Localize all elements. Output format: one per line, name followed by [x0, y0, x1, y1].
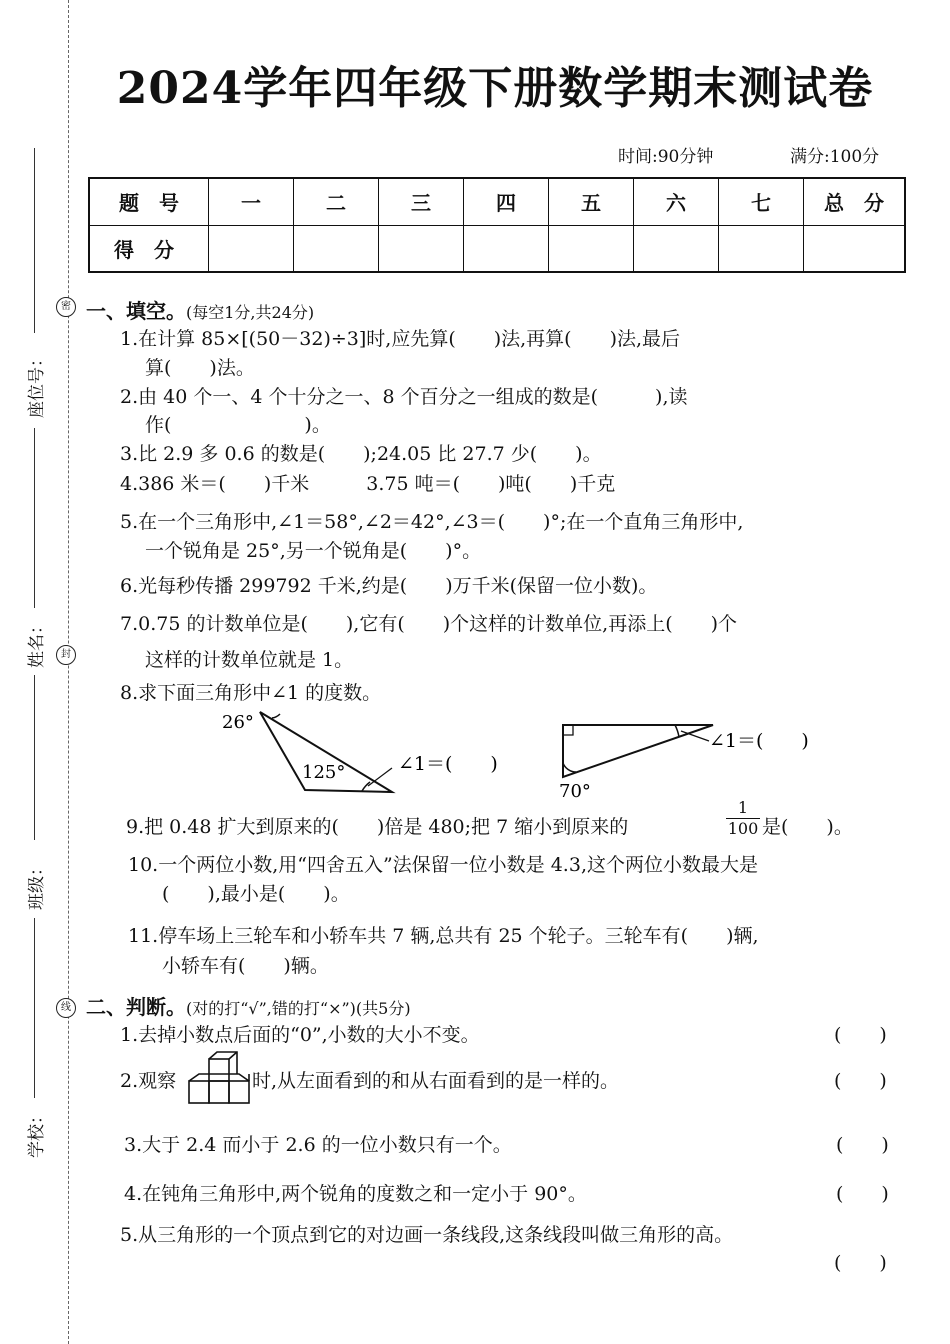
header-cell: 一 — [209, 178, 294, 225]
judge-4: 4.在钝角三角形中,两个锐角的度数之和一定小于 90°。 — [124, 1183, 587, 1205]
class-fill-line — [34, 675, 35, 840]
angle-1-pointer — [368, 768, 392, 786]
question-1-line2: 算( )法。 — [145, 357, 255, 379]
name-label: 姓名： — [27, 617, 47, 668]
score-cell[interactable] — [804, 225, 906, 272]
judge-2-part1: 2.观察 — [120, 1070, 177, 1092]
question-5-line2: 一个锐角是 25°,另一个锐角是( )°。 — [145, 540, 482, 562]
question-8: 8.求下面三角形中∠1 的度数。 — [120, 682, 382, 704]
seal-xian: 线 — [56, 998, 76, 1018]
score-cell[interactable] — [294, 225, 379, 272]
judge-2-answer[interactable]: ( ) — [834, 1070, 887, 1092]
header-cell: 总 分 — [804, 178, 906, 225]
triangle-figure-1 — [210, 700, 530, 800]
judge-4-answer[interactable]: ( ) — [836, 1183, 889, 1205]
question-10-line1: 10.一个两位小数,用“四舍五入”法保留一位小数是 4.3,这个两位小数最大是 — [128, 854, 758, 876]
score-cell[interactable] — [634, 225, 719, 272]
question-2-line1: 2.由 40 个一、4 个十分之一、8 个百分之一组成的数是( ),读 — [120, 386, 688, 408]
tri1-answer: ∠1＝( ) — [398, 753, 498, 775]
class-label: 班级： — [27, 859, 47, 910]
header-cell: 五 — [549, 178, 634, 225]
binding-dashed-line — [68, 0, 69, 1344]
question-6: 6.光每秒传播 299792 千米,约是( )万千米(保留一位小数)。 — [120, 575, 658, 597]
tri2-bottom-angle: 70° — [559, 781, 591, 802]
judge-2-part2: 时,从左面看到的和从右面看到的是一样的。 — [252, 1070, 620, 1092]
judge-3-answer[interactable]: ( ) — [836, 1134, 889, 1156]
judge-5: 5.从三角形的一个顶点到它的对边画一条线段,这条线段叫做三角形的高。 — [120, 1224, 734, 1246]
score-row-label: 得 分 — [89, 225, 209, 272]
angle-70-arc — [563, 763, 576, 772]
question-5-line1: 5.在一个三角形中,∠1＝58°,∠2＝42°,∠3＝( )°;在一个直角三角形中, — [120, 511, 744, 533]
header-cell: 七 — [719, 178, 804, 225]
question-7-line1: 7.0.75 的计数单位是( ),它有( )个这样的计数单位,再添上( )个 — [120, 613, 738, 635]
section2-title: 二、判断。 — [86, 995, 186, 1019]
score-cell[interactable] — [379, 225, 464, 272]
judge-5-answer[interactable]: ( ) — [834, 1252, 887, 1274]
question-4: 4.386 米＝( )千米 3.75 吨＝( )吨( )千克 — [120, 473, 616, 495]
question-2-line2: 作( )。 — [145, 414, 331, 436]
question-11-line1: 11.停车场上三轮车和小轿车共 7 辆,总共有 25 个轮子。三轮车有( )辆, — [128, 925, 759, 947]
triangle-figure-2 — [545, 715, 865, 805]
header-cell: 六 — [634, 178, 719, 225]
angle-arc-top — [272, 714, 280, 718]
angle-1-arc-2 — [675, 725, 679, 737]
score-cell[interactable] — [209, 225, 294, 272]
score-cell[interactable] — [549, 225, 634, 272]
section2-note: (对的打“√”,错的打“×”)(共5分) — [186, 999, 411, 1018]
judge-3: 3.大于 2.4 而小于 2.6 的一位小数只有一个。 — [124, 1134, 512, 1156]
seat-line — [34, 148, 35, 333]
question-9-part1: 9.把 0.48 扩大到原来的( )倍是 480;把 7 缩小到原来的 — [126, 816, 629, 838]
school-label: 学校： — [27, 1107, 47, 1158]
header-cell: 三 — [379, 178, 464, 225]
question-1-line1: 1.在计算 85×[(50－32)÷3]时,应先算( )法,再算( )法,最后 — [120, 328, 681, 350]
tri2-answer: ∠1＝( ) — [709, 730, 809, 752]
section1-heading — [86, 295, 314, 324]
page-title: 2024学年四年级下册数学期末测试卷 — [116, 63, 874, 114]
fraction-denominator: 100 — [727, 819, 759, 838]
cube-figure — [186, 1047, 252, 1109]
question-7-line2: 这样的计数单位就是 1。 — [145, 649, 354, 671]
score-table-header-row — [89, 178, 905, 225]
question-3: 3.比 2.9 多 0.6 的数是( );24.05 比 27.7 少( )。 — [120, 443, 602, 465]
triangle-2-shape — [563, 725, 713, 777]
exam-time: 时间:90分钟 — [618, 147, 714, 167]
seat-label: 座位号： — [27, 350, 47, 418]
tri1-mid-angle: 125° — [302, 762, 346, 783]
judge-1: 1.去掉小数点后面的“0”,小数的大小不变。 — [120, 1024, 480, 1046]
score-cell[interactable] — [464, 225, 549, 272]
section1-title: 一、填空。 — [86, 299, 186, 323]
school-fill-line — [34, 918, 35, 1098]
angle-1-pointer-2 — [681, 731, 709, 741]
angle-1-arc — [362, 782, 370, 791]
question-11-line2: 小轿车有( )辆。 — [162, 955, 329, 977]
header-cell: 二 — [294, 178, 379, 225]
fraction-1-100 — [726, 798, 760, 839]
fraction-numerator: 1 — [726, 798, 760, 819]
judge-1-answer[interactable]: ( ) — [834, 1024, 887, 1046]
tri1-top-angle: 26° — [222, 712, 254, 733]
section1-note: (每空1分,共24分) — [186, 303, 315, 322]
score-cell[interactable] — [719, 225, 804, 272]
header-cell: 题 号 — [89, 178, 209, 225]
question-10-line2: ( ),最小是( )。 — [162, 883, 350, 905]
score-table — [88, 177, 906, 273]
score-table-score-row — [89, 225, 905, 272]
question-9-part2: 是( )。 — [762, 816, 853, 838]
seal-feng: 封 — [56, 645, 76, 665]
right-angle-mark — [563, 725, 573, 735]
header-cell: 四 — [464, 178, 549, 225]
section2-heading — [86, 991, 411, 1020]
seal-mi: 密 — [56, 297, 76, 317]
name-fill-line — [34, 428, 35, 608]
full-score: 满分:100分 — [790, 147, 880, 167]
